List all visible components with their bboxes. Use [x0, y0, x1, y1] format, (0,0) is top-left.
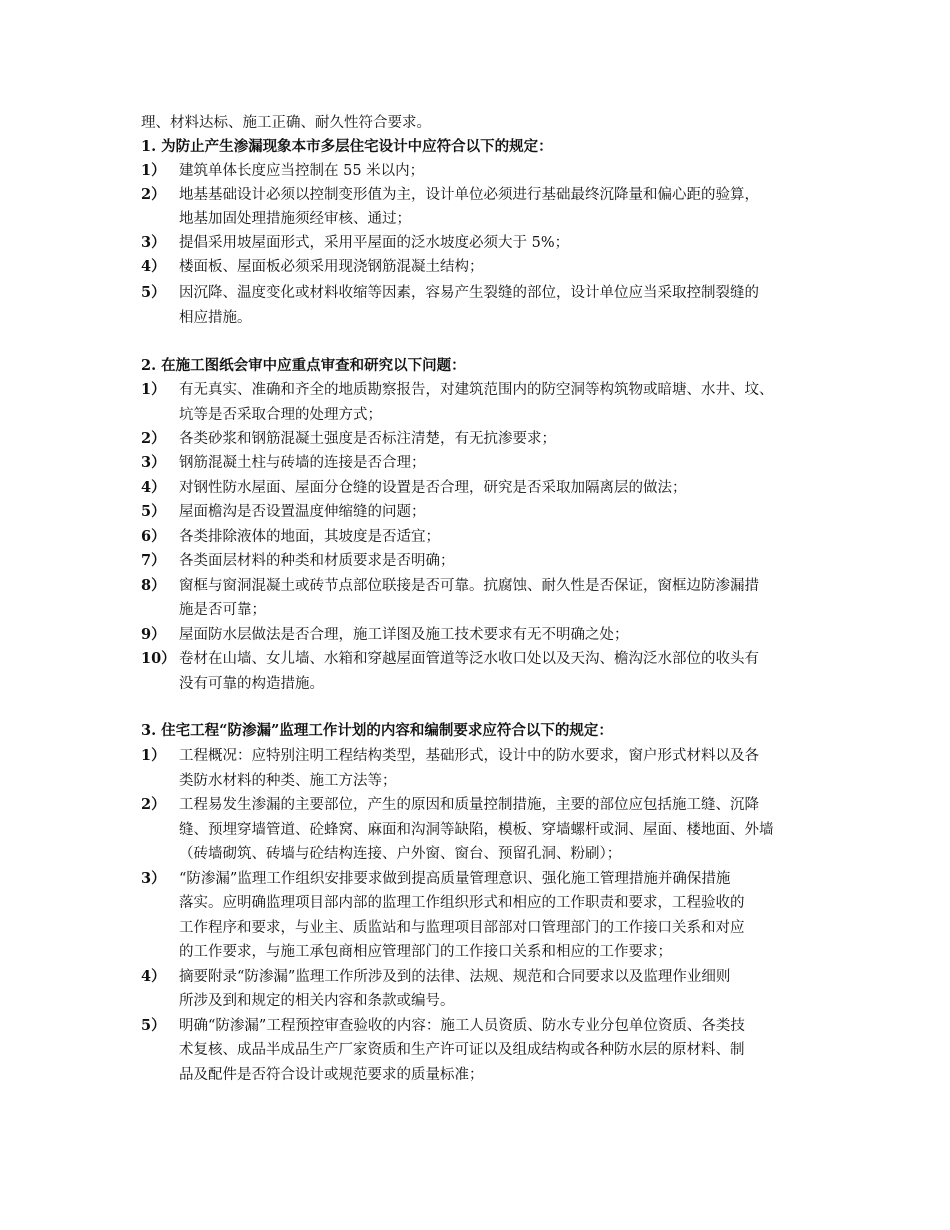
list-item-text: 各类砂浆和钢筋混凝土强度是否标注清楚，有无抗渗要求；: [179, 431, 556, 447]
list-item-text: 卷材在山墙、女儿墙、水箱和穿越屋面管道等泛水收口处以及天沟、檐沟泛水部位的收头有: [179, 651, 759, 667]
list-item-number: 1）: [141, 381, 166, 398]
list-item-number: 6）: [141, 528, 166, 545]
list-item-number: 1）: [141, 747, 166, 764]
list-item-text: 明确“防渗漏”工程预控审查验收的内容：施工人员资质、防水专业分包单位资质、各类技: [179, 1018, 745, 1034]
list-item-number: 2）: [141, 430, 166, 447]
list-item-text: 钢筋混凝土柱与砖墙的连接是否合理；: [179, 455, 426, 471]
list-item-text: 所涉及到和规定的相关内容和条款或编号。: [179, 993, 455, 1009]
list-item-text: 施是否可靠；: [179, 602, 266, 618]
list-item-number: 10）: [141, 650, 176, 667]
list-item-text: 提倡采用坡屋面形式，采用平屋面的泛水坡度必须大于 5%；: [179, 235, 570, 251]
list-item-text: 楼面板、屋面板必须采用现浇钢筋混凝土结构；: [179, 259, 484, 275]
list-item-text: 窗框与窗洞混凝土或砖节点部位联接是否可靠。抗腐蚀、耐久性是否保证，窗框边防渗漏措: [179, 578, 759, 594]
list-item-text: 类防水材料的种类、施工方法等；: [179, 773, 397, 789]
list-item-text: 摘要附录“防渗漏”监理工作所涉及到的法律、法规、规范和合同要求以及监理作业细则: [179, 969, 731, 985]
list-item-number: 3）: [141, 234, 166, 251]
list-item-number: 2）: [141, 796, 166, 813]
list-item-text: 建筑单体长度应当控制在 55 米以内；: [179, 163, 425, 179]
list-item-text: 品及配件是否符合设计或规范要求的质量标准；: [179, 1067, 484, 1083]
list-item-number: 3）: [141, 870, 166, 887]
section-2-heading: 2. 在施工图纸会审中应重点审查和研究以下问题：: [141, 357, 466, 374]
list-item-text: 术复核、成品半成品生产厂家资质和生产许可证以及组成结构或各种防水层的原材料、制: [179, 1042, 745, 1058]
list-item-number: 9）: [141, 626, 166, 643]
list-item-text: 工作程序和要求，与业主、质监站和与监理项目部部对口管理部门的工作接口关系和对应: [179, 920, 745, 936]
list-item-number: 5）: [141, 284, 166, 301]
list-item-text: 各类排除液体的地面，其坡度是否适宜；: [179, 529, 440, 545]
list-item-text: 的工作要求，与施工承包商相应管理部门的工作接口关系和相应的工作要求；: [179, 944, 672, 960]
list-item-number: 4）: [141, 479, 166, 496]
list-item-number: 8）: [141, 577, 166, 594]
list-item-text: 落实。应明确监理项目部内部的监理工作组织形式和相应的工作职责和要求，工程验收的: [179, 895, 745, 911]
list-item-text: 坑等是否采取合理的处理方式；: [179, 407, 382, 423]
list-item-text: “防渗漏”监理工作组织安排要求做到提高质量管理意识、强化施工管理措施并确保措施: [179, 871, 731, 887]
list-item-text: 屋面檐沟是否设置温度伸缩缝的问题；: [179, 504, 426, 520]
list-item-text: 工程易发生渗漏的主要部位，产生的原因和质量控制措施，主要的部位应包括施工缝、沉降: [179, 797, 759, 813]
list-item-number: 2）: [141, 186, 166, 203]
list-item-text: 没有可靠的构造措施。: [179, 676, 324, 692]
list-item-text: 屋面防水层做法是否合理，施工详图及施工技术要求有无不明确之处；: [179, 627, 629, 643]
list-item-text: 对钢性防水屋面、屋面分仓缝的设置是否合理，研究是否采取加隔离层的做法；: [179, 480, 687, 496]
list-item-text: 各类面层材料的种类和材质要求是否明确；: [179, 553, 455, 569]
list-item-text: 缝、预埋穿墙管道、砼蜂窝、麻面和沟洞等缺陷，模板、穿墙螺杆或洞、屋面、楼地面、外墙: [179, 822, 774, 838]
list-item-number: 3）: [141, 454, 166, 471]
section-3-heading: 3. 住宅工程“防渗漏”监理工作计划的内容和编制要求应符合以下的规定：: [141, 722, 613, 739]
section-1-heading: 1. 为防止产生渗漏现象本市多层住宅设计中应符合以下的规定：: [141, 138, 553, 155]
list-item-number: 5）: [141, 503, 166, 520]
list-item-number: 5）: [141, 1017, 166, 1034]
list-item-number: 4）: [141, 258, 166, 275]
intro-text: 理、材料达标、施工正确、耐久性符合要求。: [141, 115, 431, 131]
list-item-text: 地基基础设计必须以控制变形值为主，设计单位必须进行基础最终沉降量和偏心距的验算，: [179, 187, 759, 203]
list-item-number: 4）: [141, 968, 166, 985]
list-item-number: 1）: [141, 162, 166, 179]
list-item-number: 7）: [141, 552, 166, 569]
list-item-text: 有无真实、准确和齐全的地质勘察报告，对建筑范围内的防空洞等构筑物或暗塘、水井、坟、: [179, 382, 774, 398]
list-item-text: 工程概况：应特别注明工程结构类型，基础形式，设计中的防水要求，窗户形式材料以及各: [179, 748, 759, 764]
list-item-text: 因沉降、温度变化或材料收缩等因素，容易产生裂缝的部位，设计单位应当采取控制裂缝的: [179, 285, 759, 301]
list-item-text: 地基加固处理措施须经审核、通过；: [179, 211, 411, 227]
list-item-text: 相应措施。: [179, 310, 252, 326]
list-item-text: （砖墙砌筑、砖墙与砼结构连接、户外窗、窗台、预留孔洞、粉刷）；: [179, 846, 622, 862]
